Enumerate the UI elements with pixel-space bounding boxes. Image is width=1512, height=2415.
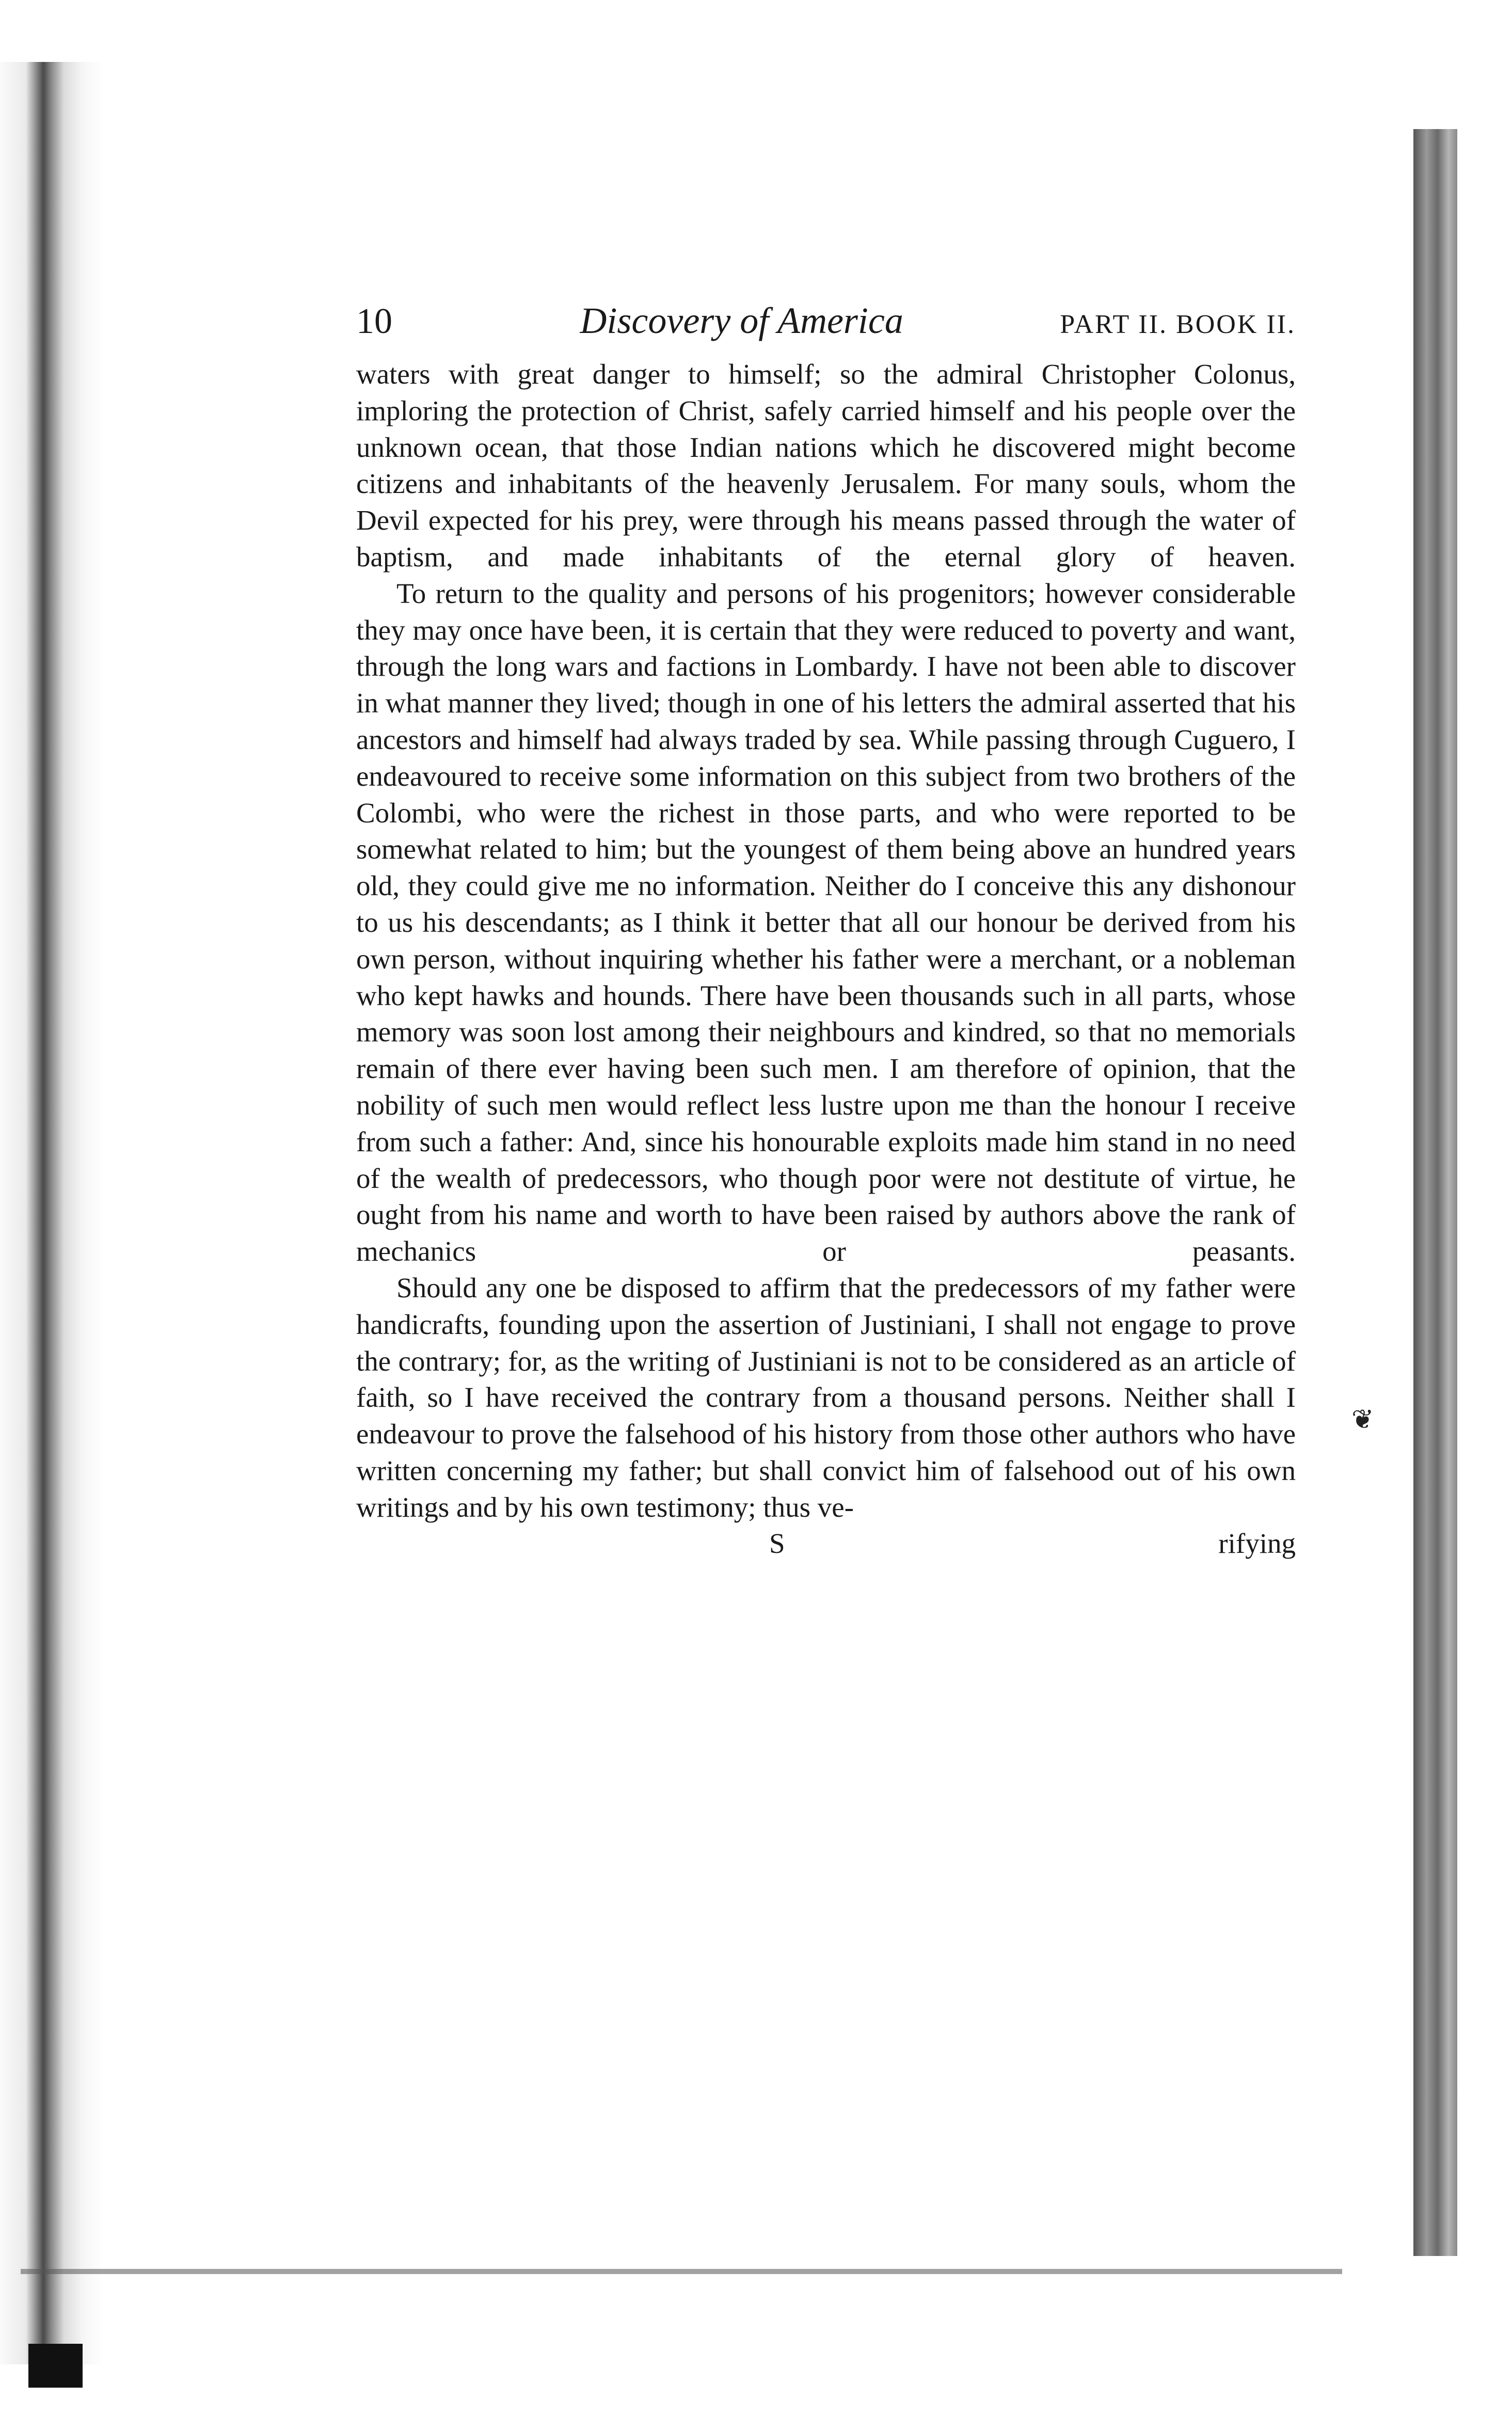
page-footer xyxy=(356,1527,1296,1568)
body-text xyxy=(356,356,1296,1526)
running-title: Discovery of America xyxy=(580,300,903,341)
book-page xyxy=(356,299,1296,1568)
paragraph-2: To return to the quality and persons of his progenitors; however considerable they may once have been, it is certain that they were reduced to poverty and want, through the long wars and factions in Lombardy. I have not been able to discover in what manner they lived; though in one of his letters the admiral asserted that his ancestors and himself had always traded by sea. While passing through Cuguero, I endeavoured to receive some information on this subject from two brothers of the Colombi, who were the richest in those parts, and who were reported to be somewhat related to him; but the youngest of them being above an hundred years old, they could give me no information. Neither do I conceive this any dishonour to us his descendants; as I think it better that all our honour be derived from his own person, without inquiring whether his father were a merchant, or a nobleman who kept hawks and hounds. There have been thousands such in all parts, whose memory was soon lost among their neighbours and kindred, so that no memorials remain of there ever having been such men. I am therefore of opinion, that the nobility of such men would reflect less lustre upon me than the honour I receive from such a father: And, since his honourable exploits made him stand in no need of the wealth of predecessors, who though poor were not destitute of virtue, he ought from his name and worth to have been raised by authors above the rank of mechanics or peasants. xyxy=(356,577,1296,1267)
paragraph-3: Should any one be disposed to affirm that the predecessors of my father were handicrafts, founding upon the assertion of Justiniani, I shall not engage to prove the contrary; for, as the writing of Justiniani is not to be considered as an article of faith, so I have received the contrary from a thousand persons. Neither shall I endeavour to prove the falsehood of his history from those other authors who have written concerning my father; but shall convict him of falsehood out of his own writings and by his own testimony; thus ve- xyxy=(356,1272,1296,1523)
book-binding-shadow xyxy=(0,62,103,2364)
scan-bottom-rule xyxy=(21,2269,1342,2274)
page-header xyxy=(356,299,1296,348)
page-edge-shadow xyxy=(1413,129,1457,2256)
paragraph-1: waters with great danger to himself; so the admiral Christopher Colonus, imploring the protection of Christ, safely carried himself and his people over the unknown ocean, that those Indian nations which he discovered might become citizens and inhabitants of the heavenly Jerusalem. For many souls, whom the Devil expected for his prey, were through his means passed through the water of baptism, and made inhabitants of the eternal glory of heaven. xyxy=(356,358,1296,573)
scan-corner-mark xyxy=(28,2344,83,2388)
section-reference: PART II. BOOK II. xyxy=(1060,310,1296,339)
printer-ornament-icon: ❦ xyxy=(1351,1405,1374,1435)
catchword: rifying xyxy=(1218,1527,1296,1559)
signature-mark: S xyxy=(769,1527,785,1559)
page-number: 10 xyxy=(356,301,392,341)
